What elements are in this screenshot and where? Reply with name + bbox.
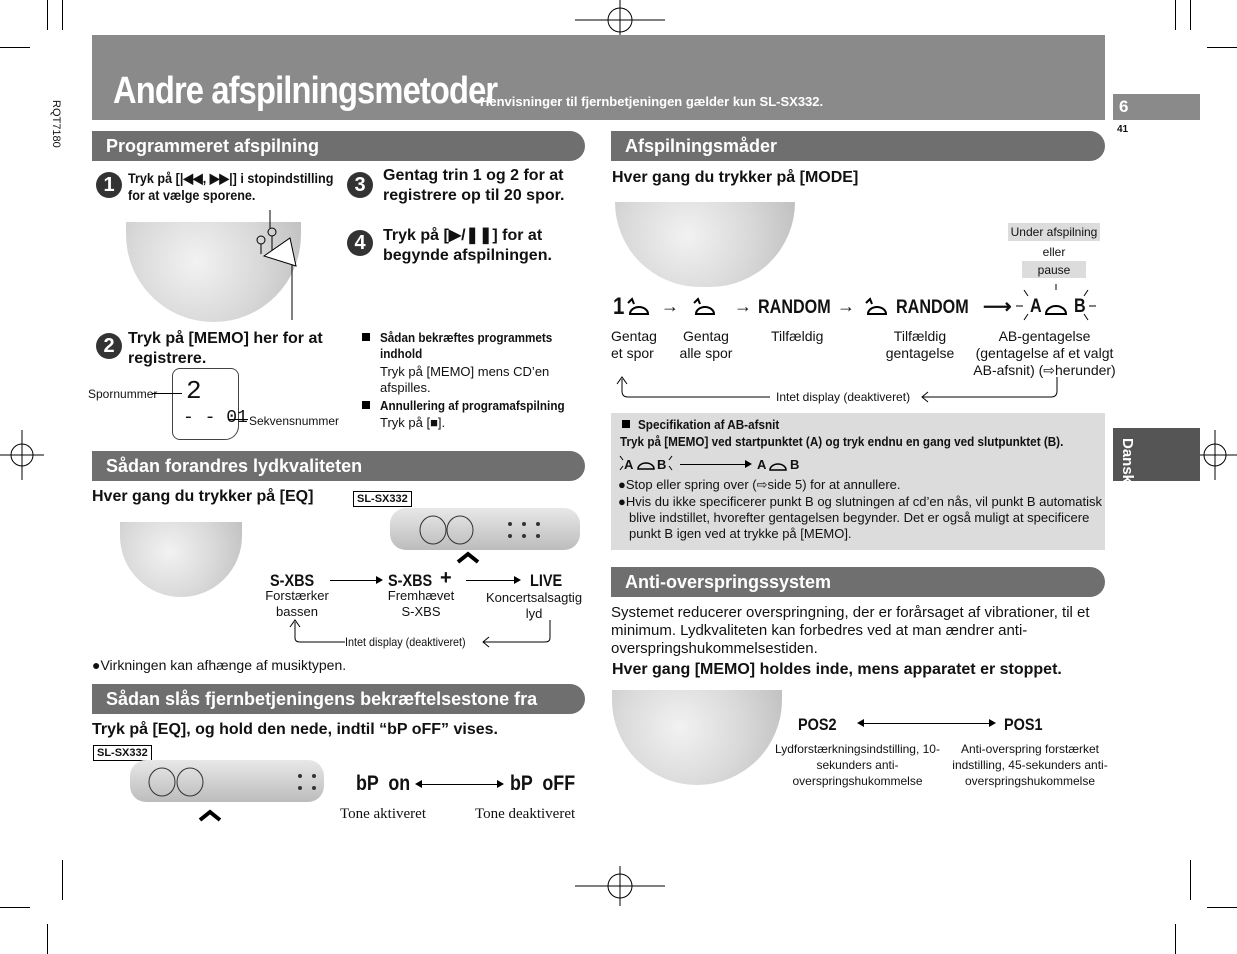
arrowhead	[857, 719, 864, 727]
confirm-text: Tryk på [MEMO] mens CD’en afspilles.	[380, 364, 550, 395]
crop-mark	[1190, 860, 1191, 900]
ab-arrow	[680, 464, 746, 465]
mode-arrow	[330, 580, 378, 581]
plus-sign: +	[440, 567, 452, 589]
repeat-icon	[624, 297, 654, 319]
arrowhead	[376, 576, 383, 584]
crop-mark	[62, 860, 63, 900]
section-title-programmed: Programmeret afspilning	[92, 131, 585, 161]
language-tab: Dansk	[1113, 428, 1200, 481]
sound-mode-3: LIVE	[530, 571, 563, 590]
lcd-display	[172, 368, 239, 440]
sound-mode-1: S-XBS	[270, 571, 315, 590]
ab-note-1: ●Stop eller spring over (⇨side 5) for at annullere.	[618, 477, 901, 492]
registration-mark	[575, 866, 665, 906]
mode-arrow	[466, 580, 516, 581]
step-number: 1	[96, 172, 122, 198]
step-number: 4	[347, 230, 373, 256]
ab-instruction: Tryk på [MEMO] ved startpunktet (A) og tryk endnu en gang ved slutpunktet (B).	[620, 434, 1064, 449]
lcd-track-number: 2	[186, 376, 202, 406]
mode-repeat-one: 1	[613, 293, 625, 320]
beep-off-desc: Tone deaktiveret	[475, 806, 576, 822]
pos2-desc: Lydforstærkningsindstilling, 10-sekunders anti-overspringshukommelse	[775, 742, 940, 788]
cd-player-illustration	[120, 522, 242, 597]
ab-result-b: B	[790, 457, 800, 472]
section-title-playmodes: Afspilningsmåder	[611, 131, 1105, 161]
crop-mark	[1207, 47, 1237, 48]
leader-line	[228, 419, 248, 420]
lcd-sequence: - - 01	[183, 408, 248, 428]
antiskip-text: Systemet reducerer overspringning, der er forårsaget af vibrationer, til et minimum. Lydkvaliteten kan forbedres ved at man ændrer anti-overspringshukommelsestiden.	[611, 604, 1090, 657]
step2-text: Tryk på [MEMO] her for at registrere.	[128, 330, 323, 367]
crop-mark	[47, 0, 48, 30]
state-playing: Under afspilning	[1010, 225, 1098, 239]
crop-mark	[1175, 0, 1176, 30]
ab-title: Specifikation af AB-afsnit	[638, 417, 780, 432]
sound-mode-2: S-XBS	[388, 571, 433, 590]
state-pause: pause	[1037, 263, 1071, 277]
beep-off-display: bP oFF	[510, 772, 576, 795]
sound-note: ●Virkningen kan afhænge af musiktypen.	[92, 657, 347, 673]
antiskip-instruction: Hver gang [MEMO] holdes inde, mens apparatet er stoppet.	[612, 661, 1062, 678]
mode-desc-2: Gentag alle spor	[679, 328, 733, 361]
cancel-text: Tryk på [■].	[380, 415, 446, 430]
arrowhead	[514, 576, 521, 584]
ab-blink-b: B	[657, 457, 667, 472]
sound-desc-1: Forstærker bassen	[265, 588, 329, 619]
mode-desc-3: Tilfældig	[771, 328, 824, 344]
cancel-title: Annullering af programafspilning	[380, 398, 565, 413]
header-note: Henvisninger til fjernbetjeningen gælder kun SL-SX332.	[480, 94, 824, 109]
repeat-icon	[862, 297, 892, 319]
confirm-title: Sådan bekræftes programmets indhold	[380, 330, 553, 361]
registration-mark	[0, 430, 44, 480]
sound-desc-3: Koncertsalsagtig lyd	[485, 590, 583, 621]
beep-instruction: Tryk på [EQ], og hold den nede, indtil “bP oFF” vises.	[92, 721, 498, 738]
label-track-number: Spornummer	[88, 387, 158, 401]
sound-instruction: Hver gang du trykker på [EQ]	[92, 488, 314, 505]
model-badge: SL-SX332	[353, 491, 412, 507]
playmodes-instruction: Hver gang du trykker på [MODE]	[612, 169, 859, 186]
section-title-beep: Sådan slås fjernbetjeningens bekræftelsestone fra	[92, 684, 585, 714]
beep-on-desc: Tone aktiveret	[340, 806, 426, 822]
arrowhead	[745, 460, 752, 468]
mode-arrow: →	[837, 296, 855, 316]
crop-mark	[0, 47, 30, 48]
mode-arrow: →	[734, 296, 752, 316]
remote-buttons	[390, 508, 580, 568]
beep-on-display: bP on	[356, 772, 411, 795]
mode-ab-a: A	[1030, 296, 1042, 317]
mode-random: RANDOM	[758, 297, 831, 318]
mode-ab-b: B	[1074, 296, 1086, 317]
mode-desc-5: AB-gentagelse (gentagelse af et valgt AB-afsnit) (⇨herunder)	[973, 328, 1116, 378]
registration-mark	[575, 0, 665, 40]
toggle-arrow	[860, 723, 990, 724]
mode-desc-1: Gentag et spor	[611, 328, 657, 361]
step4-text: Tryk på [▶/❚❚] for at begynde afspilningen.	[383, 227, 552, 264]
pos2-label: POS2	[798, 715, 837, 734]
cd-player-illustration	[615, 202, 795, 287]
step-number: 3	[347, 172, 373, 198]
ab-note-2: ●Hvis du ikke specificerer punkt B og slutningen af cd’en nås, vil punkt B automatisk blive indstillet, hvorefter gentagelsen begynder. Det er også muligt at specificere punkt B igen ved at trykke på [MEMO].	[618, 494, 1103, 541]
section-title-sound: Sådan forandres lydkvaliteten	[92, 451, 585, 481]
ab-blink-a: A	[624, 457, 634, 472]
crop-mark	[47, 924, 48, 954]
model-badge: SL-SX332	[93, 745, 152, 761]
section-title-antiskip: Anti-overspringssystem	[611, 567, 1105, 597]
cd-player-illustration	[612, 690, 782, 785]
page-total: 41	[1117, 124, 1129, 135]
crop-mark	[1207, 907, 1237, 908]
arrowhead	[497, 780, 504, 788]
ab-result-a: A	[757, 457, 767, 472]
arrowhead	[989, 719, 996, 727]
sound-desc-2: Fremhævet S-XBS	[387, 588, 455, 619]
page-title: Andre afspilningsmetoder	[113, 70, 498, 112]
leader-line	[152, 393, 182, 394]
mode-arrow: ⟶	[983, 296, 1012, 318]
bullet-square	[622, 420, 630, 428]
mode-desc-4: Tilfældig gentagelse	[885, 328, 955, 361]
toggle-arrow	[418, 784, 498, 785]
page-number: 6	[1119, 97, 1129, 116]
step3-text: Gentag trin 1 og 2 for at registrere op til 20 spor.	[383, 167, 565, 204]
pos1-desc: Anti-overspring forstærket indstilling, 45-sekunders anti-overspringshukommelse	[952, 742, 1108, 788]
sound-loop-label: Intet display (deaktiveret)	[345, 635, 466, 649]
mode-arrow: →	[661, 296, 679, 316]
document-code: RQT7180	[50, 100, 62, 148]
crop-mark	[1175, 924, 1176, 954]
pos1-label: POS1	[1004, 715, 1043, 734]
crop-mark	[0, 907, 30, 908]
step1-text: Tryk på [|◀◀, ▶▶|] i stopindstilling for at vælge sporene.	[128, 170, 334, 203]
mode-random-repeat: RANDOM	[896, 297, 969, 318]
button-callout-lines	[250, 210, 310, 330]
bullet-square	[362, 401, 370, 409]
label-sequence-number: Sekvensnummer	[249, 414, 340, 428]
crop-mark	[1190, 0, 1191, 30]
state-or: eller	[1042, 245, 1066, 259]
bullet-square	[362, 333, 370, 341]
playmodes-loop-label: Intet display (deaktiveret)	[776, 390, 911, 404]
repeat-icon	[690, 297, 720, 319]
arrowhead	[415, 780, 422, 788]
step-number: 2	[96, 333, 122, 359]
remote-buttons	[130, 760, 324, 822]
crop-mark	[62, 0, 63, 30]
